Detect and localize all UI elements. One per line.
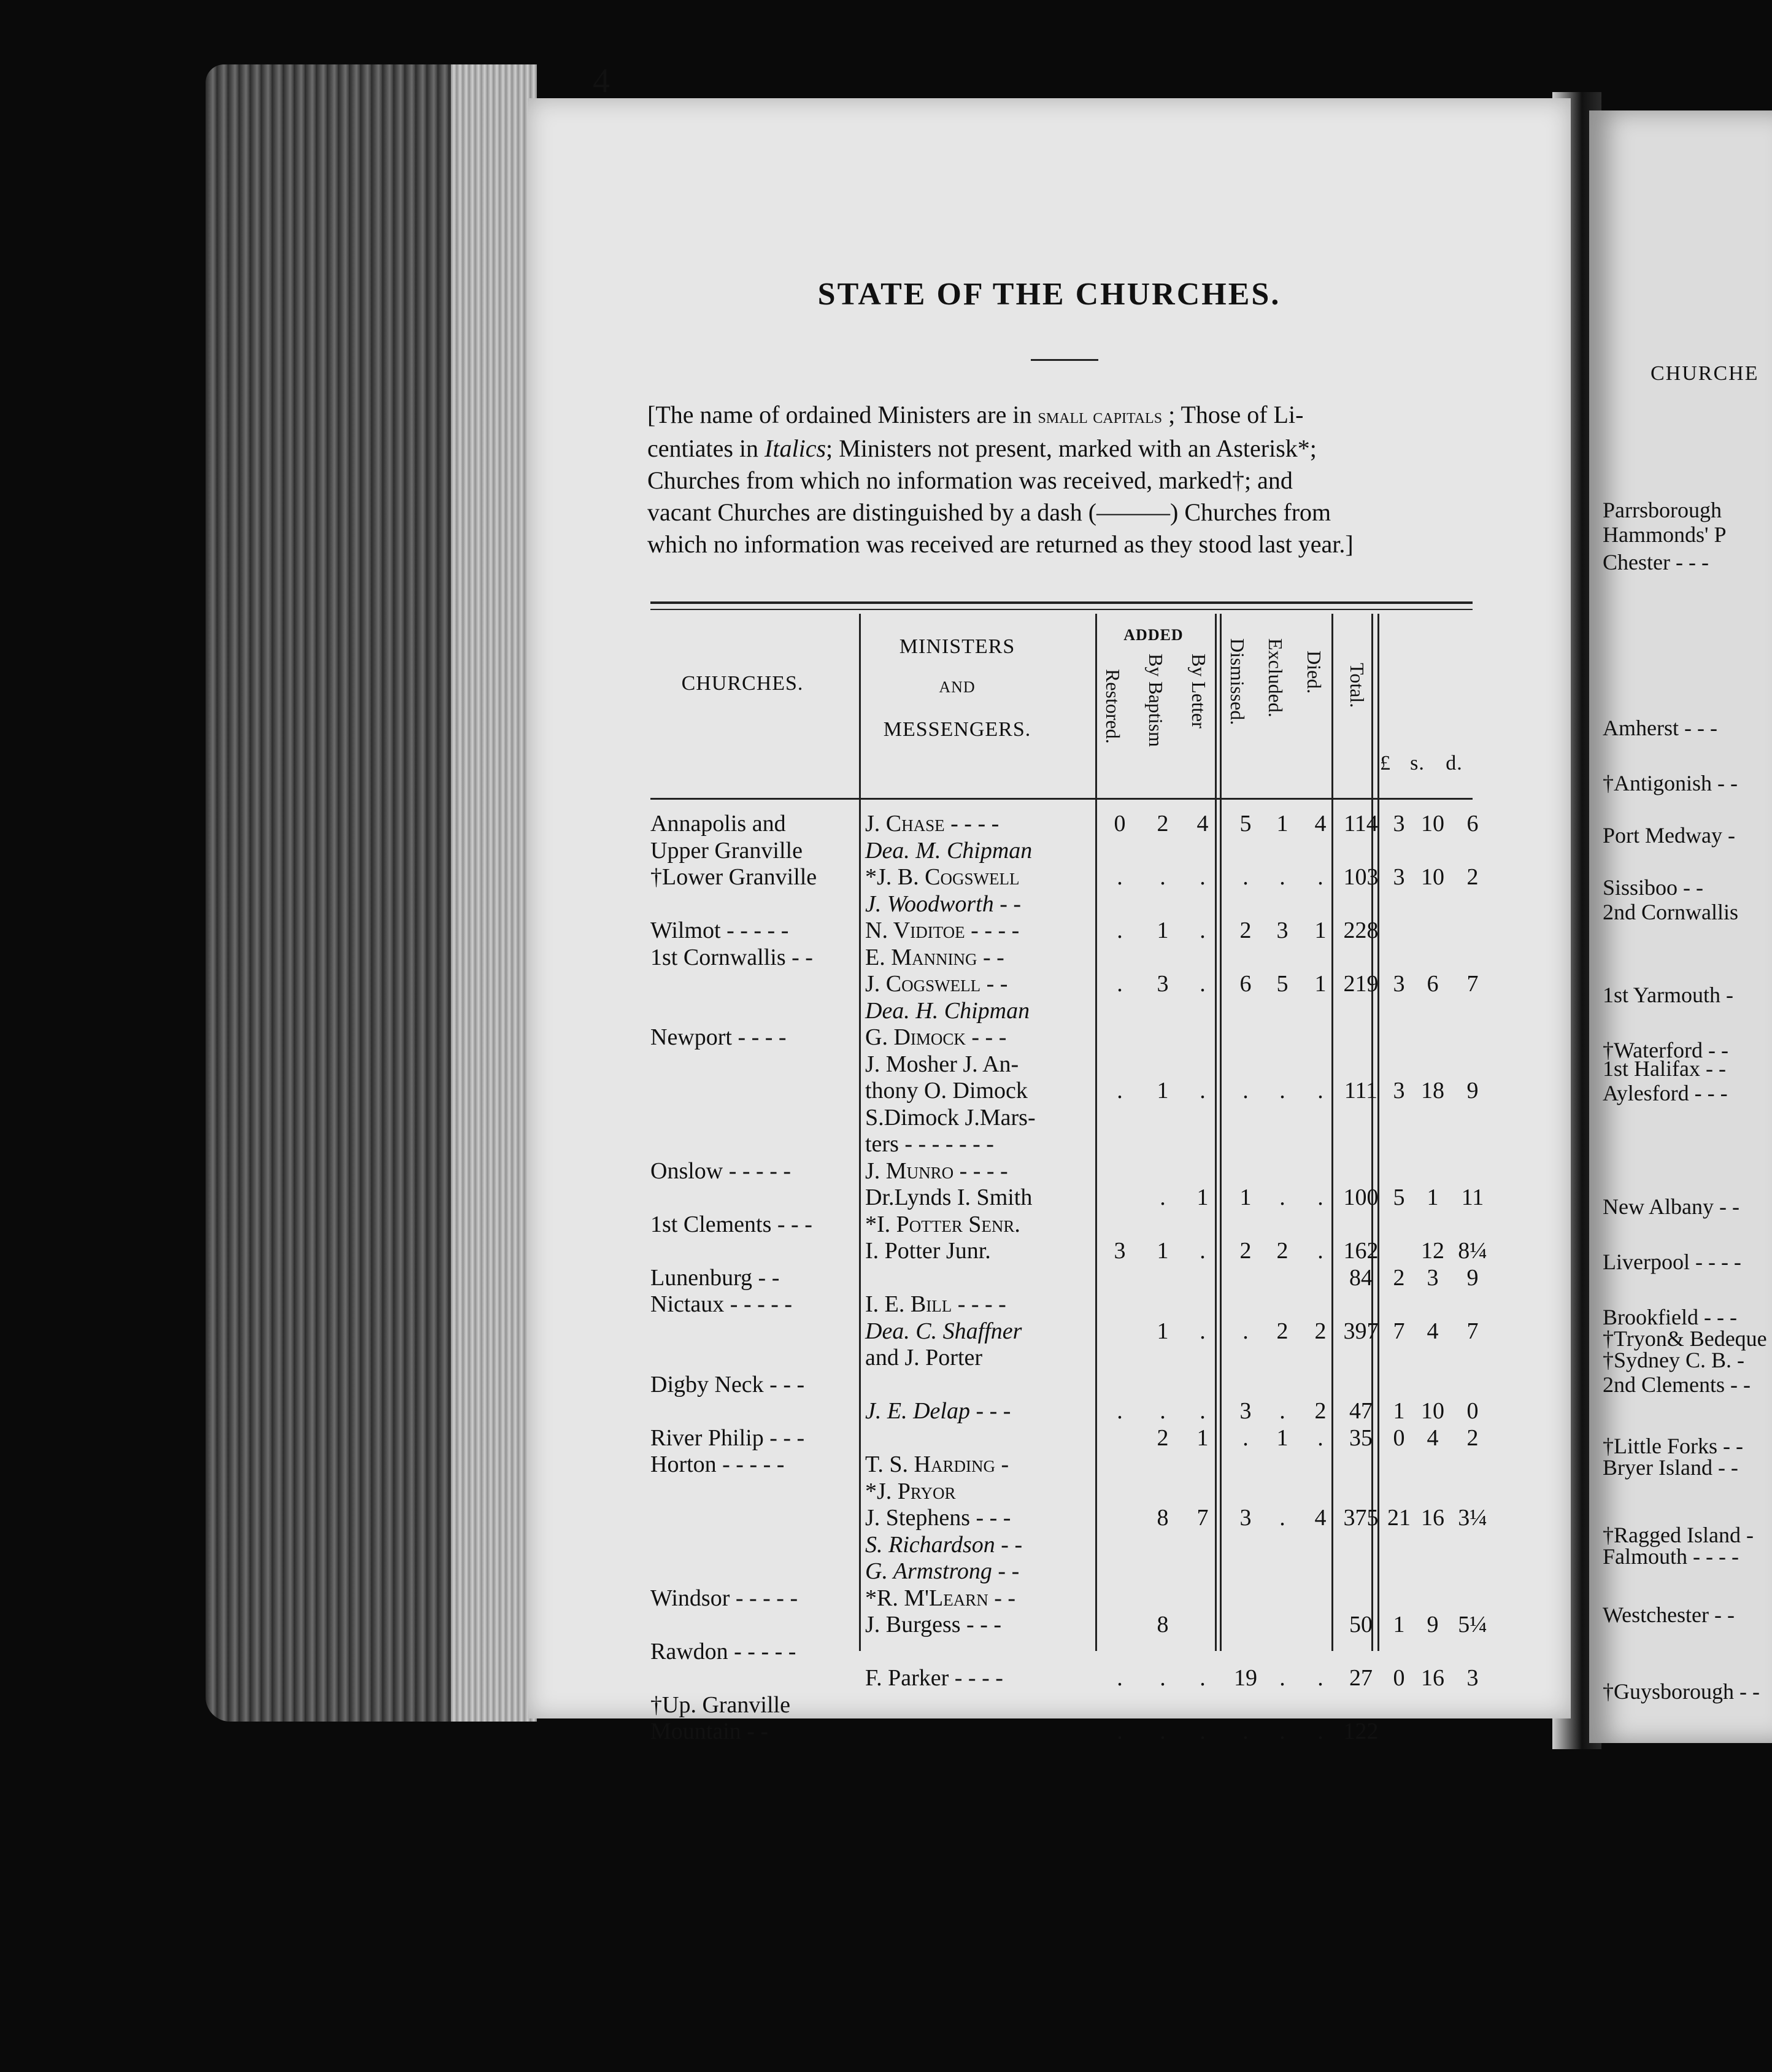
page-title: STATE OF THE CHURCHES.	[817, 277, 1281, 312]
minister-name: J. E. Delap - - -	[865, 1398, 1011, 1424]
header-messengers: MESSENGERS.	[883, 718, 1031, 741]
cell-p: 1	[1393, 1612, 1405, 1637]
minister-name: S. Richardson - -	[865, 1531, 1023, 1558]
cell-r: .	[1117, 1718, 1123, 1744]
cell-t: 219	[1343, 971, 1379, 997]
right-page-church: †Sydney C. B. -	[1603, 1348, 1745, 1372]
cell-t: 35	[1349, 1424, 1373, 1451]
minister-name: J. Stephens - - -	[865, 1505, 1011, 1531]
cell-dd: 7	[1466, 971, 1479, 997]
right-page-church: Brookfield - - -	[1603, 1305, 1737, 1329]
note-text: centiates in	[647, 435, 765, 462]
cell-dd: 7	[1466, 1318, 1479, 1344]
column-rule	[859, 614, 861, 1651]
cell-s: 12	[1421, 1238, 1444, 1264]
cell-t: 27	[1349, 1665, 1373, 1691]
cell-s: 16	[1421, 1665, 1444, 1691]
cell-r: 3	[1114, 1238, 1126, 1264]
minister-name: G. Armstrong - -	[865, 1558, 1020, 1584]
cell-s: 10	[1421, 864, 1444, 890]
cell-p: 7	[1393, 1318, 1405, 1344]
note-small-caps: small capitals	[1038, 405, 1163, 428]
cell-d: 4	[1314, 1505, 1327, 1531]
church-name: Mountain - -	[650, 1718, 769, 1744]
note-text: ; Ministers not present, marked with an Asterisk*;	[826, 435, 1317, 462]
cell-s: 4	[1427, 1424, 1439, 1451]
cell-r: .	[1117, 1665, 1123, 1691]
header-died: Died.	[1303, 651, 1325, 694]
cell-ex: .	[1279, 1718, 1285, 1744]
note-italics: Italics	[765, 435, 826, 462]
cell-t: 114	[1344, 811, 1378, 837]
cell-b: .	[1160, 1398, 1166, 1424]
right-page-church: Chester - - -	[1603, 550, 1709, 574]
title-rule	[1031, 359, 1098, 361]
note-text: ; Those of Li-	[1162, 401, 1304, 428]
note-text: which no information was received are returned as they stood last year.]	[647, 530, 1354, 558]
cell-t: 397	[1343, 1318, 1379, 1344]
cell-l: 7	[1196, 1505, 1209, 1531]
cell-p: 5	[1393, 1185, 1405, 1210]
column-rule	[1095, 614, 1097, 1651]
cell-l: .	[1200, 1078, 1206, 1104]
cell-dd: 9	[1466, 1264, 1479, 1291]
cell-p: 21	[1387, 1505, 1411, 1531]
church-name: Upper Granville	[650, 837, 803, 864]
cell-r: .	[1117, 1078, 1123, 1104]
cell-s: 6	[1427, 971, 1439, 997]
cell-b: .	[1160, 1185, 1166, 1210]
right-page-church: †Waterford - -	[1603, 1038, 1728, 1062]
minister-name: Dea. M. Chipman	[865, 837, 1033, 864]
right-page-church: Amherst - - -	[1603, 716, 1717, 740]
cell-dis: 3	[1239, 1398, 1252, 1424]
cell-s: 16	[1421, 1505, 1444, 1531]
cell-t: 111	[1344, 1078, 1378, 1104]
cell-t: 100	[1343, 1185, 1379, 1210]
cell-t: 228	[1343, 918, 1379, 943]
cell-ex: 5	[1276, 971, 1289, 997]
cell-r: .	[1117, 864, 1123, 890]
cell-p: 0	[1393, 1424, 1405, 1451]
right-page-church: 1st Yarmouth -	[1603, 983, 1734, 1007]
cell-dd: 3¼	[1458, 1505, 1487, 1531]
cell-d: .	[1317, 1424, 1323, 1451]
cell-t: 375	[1343, 1505, 1379, 1531]
church-name: Horton - - - - -	[650, 1452, 785, 1477]
cell-l: .	[1200, 1398, 1206, 1424]
cell-s: 1	[1427, 1185, 1439, 1210]
church-name: Onslow - - - - -	[650, 1158, 792, 1184]
cell-l: .	[1200, 1665, 1206, 1691]
header-added: ADDED	[1123, 626, 1184, 644]
column-rule	[1215, 614, 1217, 1651]
minister-name: *J. Pryor	[865, 1478, 956, 1504]
cell-b: 8	[1157, 1612, 1169, 1637]
column-rule	[1371, 614, 1373, 1651]
note-text: vacant Churches are distinguished by a dash (———) Churches from	[647, 498, 1331, 526]
cell-s: 18	[1421, 1078, 1444, 1104]
right-page-church: Liverpool - - - -	[1603, 1250, 1741, 1274]
header-ministers: MINISTERS	[899, 635, 1015, 658]
minister-name: F. Parker - - - -	[865, 1665, 1003, 1691]
minister-name: G. Dimock - - -	[865, 1024, 1007, 1050]
table-top-rule	[650, 601, 1473, 604]
cell-dis: .	[1242, 864, 1249, 890]
cell-dis: 2	[1239, 1238, 1252, 1264]
cell-b: 1	[1157, 1238, 1169, 1264]
cell-d: .	[1317, 1718, 1323, 1744]
cell-b: 3	[1157, 971, 1169, 997]
cell-b: 1	[1157, 918, 1169, 943]
right-page-church: Bryer Island - -	[1603, 1455, 1738, 1480]
cell-p: 3	[1393, 811, 1405, 837]
cell-dis: 2	[1239, 918, 1252, 943]
cell-ex: .	[1279, 1665, 1285, 1691]
cell-ex: .	[1279, 1398, 1285, 1424]
cell-b: 1	[1157, 1318, 1169, 1344]
right-page-church: Aylesford - - -	[1603, 1081, 1728, 1105]
cell-d: .	[1317, 1238, 1323, 1264]
cell-d: 1	[1314, 971, 1327, 997]
right-page-church: Port Medway -	[1603, 823, 1735, 848]
minister-name: N. Viditoe - - - -	[865, 918, 1020, 943]
cell-s: 10	[1421, 1398, 1444, 1424]
cell-dis: 1	[1239, 1185, 1252, 1210]
cell-dd: 8¼	[1458, 1238, 1487, 1264]
cell-r: 0	[1114, 811, 1126, 837]
cell-dd: 11	[1461, 1185, 1484, 1210]
right-page-church: 2nd Cornwallis	[1603, 900, 1738, 924]
right-page-church: †Antigonish - -	[1603, 771, 1738, 795]
church-name: Wilmot - - - - -	[650, 918, 789, 943]
cell-dis: .	[1242, 1078, 1249, 1104]
cell-r: .	[1117, 1398, 1123, 1424]
cell-l: .	[1200, 971, 1206, 997]
minister-name: Dea. H. Chipman	[865, 997, 1030, 1024]
cell-dd: 9	[1466, 1078, 1479, 1104]
minister-name: J. Munro - - - -	[865, 1158, 1008, 1184]
header-shillings: s.	[1410, 752, 1425, 775]
cell-r: .	[1117, 918, 1123, 943]
church-name: †Lower Granville	[650, 864, 817, 890]
column-rule	[1220, 614, 1222, 1651]
explanatory-note	[647, 399, 1470, 560]
left-page	[528, 98, 1571, 1744]
minister-name: *R. M'Learn - -	[865, 1585, 1015, 1611]
right-page-church: Parrsborough	[1603, 498, 1722, 522]
right-facing-page	[1589, 110, 1772, 1743]
minister-name: *I. Potter Senr.	[865, 1211, 1020, 1237]
minister-name: J. Mosher J. An-	[865, 1051, 1019, 1077]
cell-dd: 2	[1466, 864, 1479, 890]
right-page-church: Falmouth - - - -	[1603, 1544, 1739, 1569]
cell-s: 10	[1421, 811, 1444, 837]
cell-p: 1	[1393, 1398, 1405, 1424]
cell-l: .	[1200, 918, 1206, 943]
cell-dd: 0	[1466, 1398, 1479, 1424]
cell-ex: .	[1279, 1078, 1285, 1104]
cell-d: 2	[1314, 1318, 1327, 1344]
header-total: Total.	[1346, 663, 1368, 708]
cell-t: 50	[1349, 1612, 1373, 1637]
minister-name: J. Woodworth - -	[865, 891, 1022, 917]
cell-r: .	[1117, 971, 1123, 997]
right-page-church: †Tryon& Bedeque	[1603, 1326, 1767, 1351]
cell-s: 3	[1427, 1264, 1439, 1291]
cell-d: .	[1317, 1185, 1323, 1210]
cell-b: 2	[1157, 811, 1169, 837]
cell-b: .	[1160, 864, 1166, 890]
right-page-church: Sissiboo - -	[1603, 875, 1704, 900]
minister-name: and J. Porter	[865, 1345, 983, 1370]
right-page-church: 2nd Clements - -	[1603, 1372, 1751, 1397]
church-name: River Philip - - -	[650, 1424, 805, 1451]
right-page-church: Hammonds' P	[1603, 522, 1727, 547]
cell-s: 9	[1427, 1612, 1439, 1637]
cell-dd: 6	[1466, 811, 1479, 837]
cell-b: 1	[1157, 1078, 1169, 1104]
header-dismissed: Dismissed.	[1227, 638, 1249, 725]
minister-name: J. Chase - - - -	[865, 811, 1000, 837]
church-name: 1st Cornwallis - -	[650, 944, 813, 970]
church-name: Newport - - - -	[650, 1024, 787, 1050]
minister-name: E. Manning - -	[865, 944, 1004, 970]
cell-t: 103	[1343, 864, 1379, 890]
header-excluded: Excluded.	[1265, 638, 1287, 717]
right-page-church: †Ragged Island -	[1603, 1523, 1754, 1547]
cell-d: 2	[1314, 1398, 1327, 1424]
cell-dd: 5¼	[1458, 1612, 1487, 1637]
cell-b: 8	[1157, 1505, 1169, 1531]
cell-t: 47	[1349, 1398, 1373, 1424]
cell-dis: .	[1242, 1718, 1249, 1744]
header-pounds: £	[1380, 752, 1391, 775]
column-rule	[1377, 614, 1379, 1651]
right-page-header: CHURCHE	[1651, 362, 1759, 385]
cell-dis: 3	[1239, 1505, 1252, 1531]
note-text: [The name of ordained Ministers are in	[647, 401, 1038, 428]
right-page-church: †Little Forks - -	[1603, 1434, 1743, 1458]
right-page-church: Westchester - -	[1603, 1602, 1735, 1627]
column-rule	[1331, 614, 1333, 1651]
minister-name: I. E. Bill - - - -	[865, 1291, 1006, 1317]
cell-l: .	[1200, 1238, 1206, 1264]
cell-t: 122	[1343, 1718, 1379, 1744]
cell-b: .	[1160, 1665, 1166, 1691]
cell-p: 3	[1393, 864, 1405, 890]
cell-d: 4	[1314, 811, 1327, 837]
minister-name: I. Potter Junr.	[865, 1238, 991, 1264]
cell-l: .	[1200, 1318, 1206, 1344]
church-name: Nictaux - - - - -	[650, 1291, 793, 1317]
book-page-edges	[206, 64, 537, 1722]
table-top-rule	[650, 609, 1473, 610]
header-restored: Restored.	[1102, 669, 1124, 744]
cell-d: .	[1317, 1078, 1323, 1104]
header-and: AND	[939, 678, 976, 696]
cell-ex: 1	[1276, 811, 1289, 837]
cell-ex: .	[1279, 1185, 1285, 1210]
cell-dis: 5	[1239, 811, 1252, 837]
minister-name: Dr.Lynds I. Smith	[865, 1185, 1033, 1210]
cell-p: 3	[1393, 971, 1405, 997]
church-name: 1st Clements - - -	[650, 1211, 812, 1237]
header-churches: CHURCHES.	[681, 672, 804, 695]
cell-ex: 2	[1276, 1318, 1289, 1344]
header-by-letter: By Letter	[1188, 654, 1210, 729]
cell-t: 162	[1343, 1238, 1379, 1264]
minister-name: J. Cogswell - -	[865, 971, 1008, 997]
cell-d: .	[1317, 1665, 1323, 1691]
header-by-baptism: By Baptism	[1145, 654, 1167, 748]
cell-dis: .	[1242, 1318, 1249, 1344]
church-name: Windsor - - - - -	[650, 1585, 798, 1611]
right-page-church: New Albany - -	[1603, 1194, 1739, 1219]
cell-dd: 3	[1466, 1665, 1479, 1691]
cell-dd: 2	[1466, 1424, 1479, 1451]
cell-p: 0	[1393, 1665, 1405, 1691]
note-text: Churches from which no information was received, marked†; and	[647, 466, 1293, 494]
cell-ex: 2	[1276, 1238, 1289, 1264]
right-page-church: †Guysborough - -	[1603, 1679, 1760, 1704]
cell-p: 3	[1393, 1078, 1405, 1104]
cell-d: 1	[1314, 918, 1327, 943]
cell-ex: 1	[1276, 1424, 1289, 1451]
cell-d: .	[1317, 864, 1323, 890]
minister-name: J. Burgess - - -	[865, 1612, 1002, 1637]
church-name: Rawdon - - - - -	[650, 1638, 796, 1664]
church-name: Digby Neck - - -	[650, 1371, 805, 1397]
cell-l: .	[1200, 864, 1206, 890]
header-bottom-rule	[650, 798, 1473, 800]
minister-name: S.Dimock J.Mars-	[865, 1104, 1036, 1131]
minister-name: thony O. Dimock	[865, 1078, 1028, 1104]
cell-dis: .	[1242, 1424, 1249, 1451]
cell-ex: 3	[1276, 918, 1289, 943]
cell-dis: 6	[1239, 971, 1252, 997]
cell-t: 84	[1349, 1264, 1373, 1291]
cell-b: .	[1160, 1718, 1166, 1744]
church-name: Annapolis and	[650, 811, 786, 837]
cell-b: 2	[1157, 1424, 1169, 1451]
header-pence: d.	[1446, 752, 1463, 775]
cell-dis: 19	[1234, 1665, 1257, 1691]
cell-l: 1	[1196, 1424, 1209, 1451]
cell-p: 2	[1393, 1264, 1405, 1291]
cell-l: 1	[1196, 1185, 1209, 1210]
cell-l: 4	[1196, 811, 1209, 837]
right-page-church: 1st Halifax - -	[1603, 1056, 1726, 1081]
cell-l: .	[1200, 1718, 1206, 1744]
minister-name: Dea. C. Shaffner	[865, 1318, 1022, 1344]
cell-s: 4	[1427, 1318, 1439, 1344]
cell-ex: .	[1279, 1505, 1285, 1531]
minister-name: ters - - - - - - -	[865, 1131, 994, 1157]
page-number: 4	[593, 62, 610, 100]
cell-ex: .	[1279, 864, 1285, 890]
minister-name: T. S. Harding -	[865, 1452, 1009, 1477]
minister-name: *J. B. Cogswell	[865, 864, 1020, 890]
church-name: †Up. Granville	[650, 1691, 790, 1718]
church-name: Lunenburg - -	[650, 1264, 780, 1291]
